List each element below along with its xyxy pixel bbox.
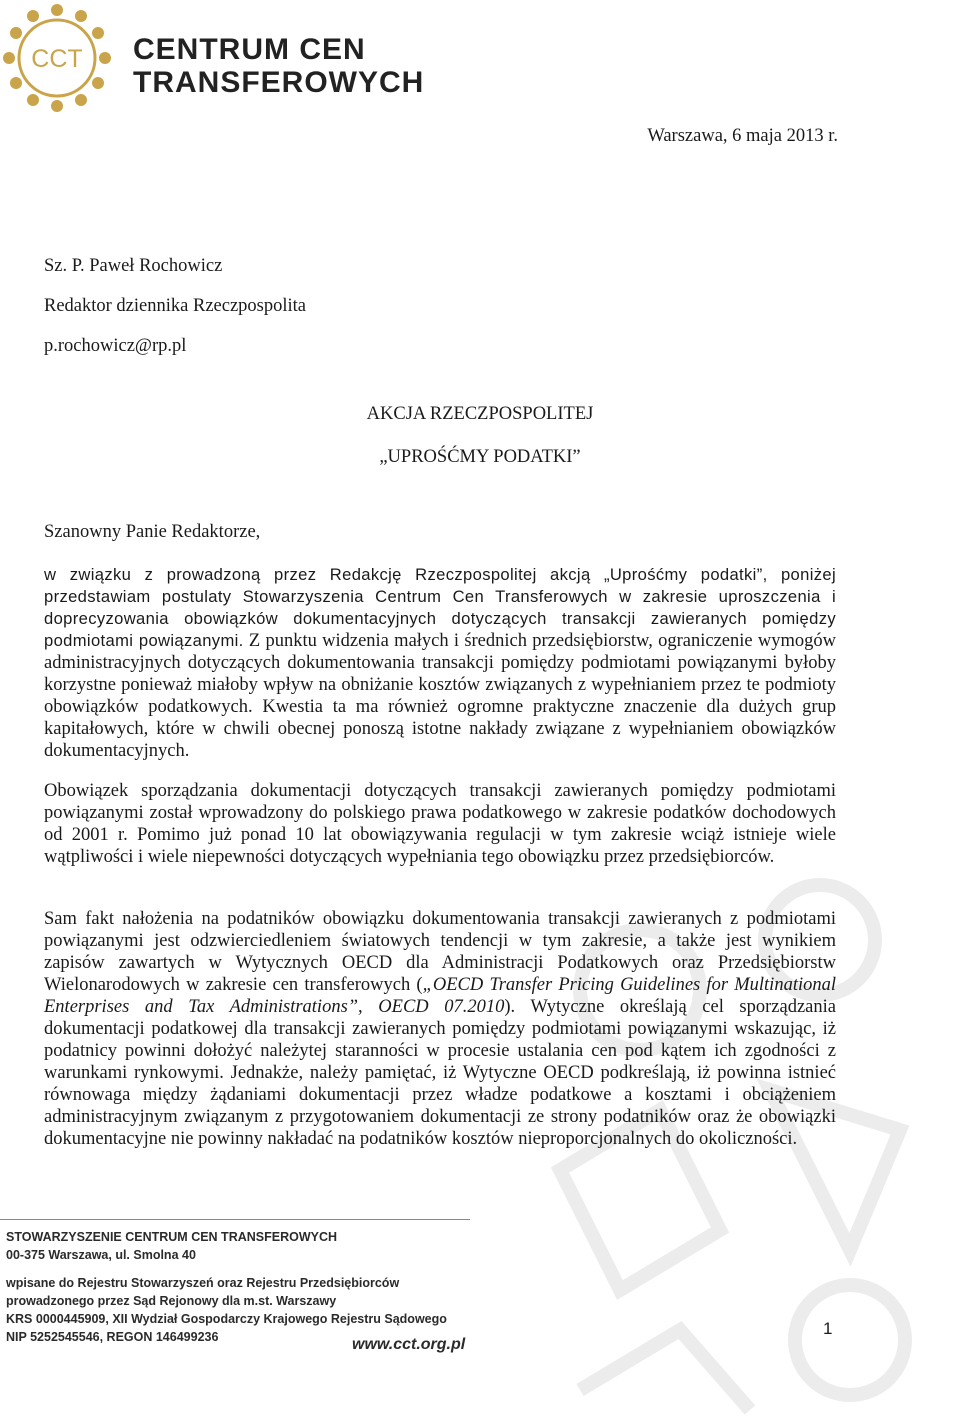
body-paragraph-3 bbox=[44, 908, 836, 1172]
footer-org: STOWARZYSZENIE CENTRUM CEN TRANSFEROWYCH bbox=[6, 1230, 338, 1244]
cct-mark-text: CCT bbox=[31, 45, 83, 73]
footer-krs: KRS 0000445909, XII Wydział Gospodarczy Krajowego Rejestru Sądowego bbox=[6, 1312, 447, 1326]
paragraph-3-after: ). Wytyczne określają cel sporządzania dokumentacji podatkowej dla transakcji zawieranych pomiędzy podmiotami powiązanymi wskazując, iż podatnicy powinni dołożyć należytej staranności w procesie ustalania cen pod kątem ich zgodności z warunkami rynkowymi. Jednakże, należy pamiętać, iż Wytyczne OECD podkreślają, iż powinna istnieć równowaga między żądaniami dokumentacji przez władze podatkowe a kosztami i obciążeniem administracyjnym związanym z przygotowaniem dokumentacji ze strony podatników oraz że obowiązki dokumentacyjne nie powinny nakładać na podatników kosztów nieproporcjonalnych do okoliczności. bbox=[44, 997, 836, 1149]
logo-line-1: CENTRUM CEN bbox=[133, 33, 366, 66]
addressee-role: Redaktor dziennika Rzeczpospolita bbox=[44, 296, 306, 316]
cct-emblem-icon bbox=[0, 0, 130, 120]
addressee-name: Sz. P. Paweł Rochowicz bbox=[44, 256, 223, 276]
footer-registry-1: wpisane do Rejestru Stowarzyszeń oraz Rejestru Przedsiębiorców bbox=[6, 1276, 400, 1290]
letter-date: Warszawa, 6 maja 2013 r. bbox=[647, 126, 838, 146]
logo-line-2: TRANSFEROWYCH bbox=[133, 66, 425, 99]
paragraph-1-intro: w związku z prowadzoną przez Redakcję Rzeczpospolitej akcją „Uprośćmy podatki”, poniżej przedstawiam postulaty Stowarzyszenia Centrum Cen Transferowych w zakresie uproszczenia i doprecyzowania obowiązków dokumentacyjnych dotyczących transakcji zawieranych pomiędzy podmiotami powiązanymi. bbox=[44, 565, 836, 650]
logo-wordmark bbox=[133, 33, 424, 99]
salutation: Szanowny Panie Redaktorze, bbox=[44, 522, 261, 542]
campaign-title: AKCJA RZECZPOSPOLITEJ bbox=[366, 404, 594, 424]
paragraph-2-text: Obowiązek sporządzania dokumentacji dotyczących transakcji zawieranych pomiędzy podmiotami powiązanymi został wprowadzony do polskiego prawa podatkowego w zakresie podatków dochodowych od 2001 r. Pomimo już ponad 10 lat obowiązywania regulacji w tym zakresie wciąż istnieje wiele wątpliwości i wiele niepewności dotyczących wypełniania tego obowiązku przez przedsiębiorców. bbox=[44, 781, 836, 867]
addressee-block bbox=[44, 246, 306, 366]
footer-website-link[interactable]: www.cct.org.pl bbox=[352, 1336, 466, 1353]
footer-divider bbox=[0, 1219, 470, 1220]
body-paragraph-2 bbox=[44, 780, 836, 890]
cct-logo bbox=[0, 0, 425, 120]
addressee-email: p.rochowicz@rp.pl bbox=[44, 336, 187, 356]
footer-registry-2: prowadzonego przez Sąd Rejonowy dla m.st. Warszawy bbox=[6, 1294, 337, 1308]
body-paragraph-1 bbox=[44, 564, 836, 784]
footer-block bbox=[6, 1228, 447, 1346]
campaign-subtitle: „UPROŚĆMY PODATKI” bbox=[379, 447, 581, 467]
paragraph-3-before: Sam fakt nałożenia na podatników obowiązku dokumentowania transakcji zawieranych z podmiotami powiązanymi jest odzwierciedleniem światowych tendencji w tym zakresie, a także jest wynikiem zapisów zawartych w Wytycznych OECD dla Administracji Podatkowych oraz Przedsiębiorstw Wielonarodowych w zakresie cen transferowych ( bbox=[44, 909, 836, 995]
paragraph-3-citation: „OECD Transfer Pricing Guidelines for Multinational Enterprises and Tax Administrations”, OECD 07.2010 bbox=[44, 975, 836, 1017]
footer-address: 00-375 Warszawa, ul. Smolna 40 bbox=[6, 1248, 196, 1262]
paragraph-1-rest: Z punktu widzenia małych i średnich przedsiębiorstw, ograniczenie wymogów administracyjnych dotyczących dokumentowania transakcji pomiędzy podmiotami powiązanymi byłoby korzystne ponieważ miałoby wpływ na obniżanie kosztów związanych z wypełnianiem przez te podmioty obowiązków podatkowych. Kwestia ta ma również ogromne praktyczne znaczenie dla dużych grup kapitałowych, które w chwili obecnej ponoszą istotne nakłady związane z wypełnianiem obowiązków dokumentacyjnych. bbox=[44, 631, 836, 761]
page-number: 1 bbox=[823, 1319, 833, 1338]
footer-nip: NIP 5252545546, REGON 146499236 bbox=[6, 1330, 219, 1344]
